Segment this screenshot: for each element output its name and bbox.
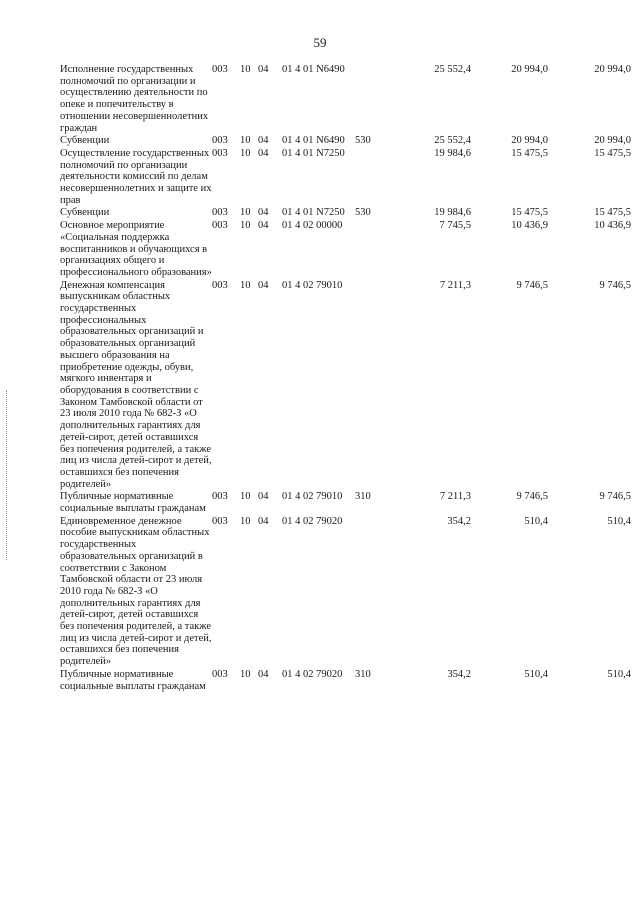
target-article-code: 01 4 02 79020 [282,668,343,680]
section-code: 10 [240,668,251,680]
subsection-code: 04 [258,668,269,680]
subsection-code: 04 [258,515,269,527]
row-name: Денежная компенсация выпускникам областных государственных профессиональных образовательных организаций и образовательных организаций высшего образования на приобретение одежды, обуви, мягкого инвентаря и оборудования в соответствии с Законом Тамбовской области от 23 июля 2010 года № 682-З «О дополнительных гарантиях для детей-сирот, детей оставшихся без попечения родителей, а также лиц из числа детей-сирот и детей, оставшихся без попечения родителей» [60,279,212,490]
amount-year-3: 9 746,5 [599,279,631,291]
amount-year-3: 20 994,0 [594,64,631,75]
amount-year-1: 354,2 [447,515,471,527]
section-code: 10 [240,279,251,291]
row-name: Субвенции [60,135,110,147]
amount-year-1: 7 211,3 [439,491,471,503]
section-code: 10 [240,135,251,147]
amount-year-3: 15 475,5 [594,207,631,219]
table-row [60,516,631,669]
subsection-code: 04 [258,135,269,147]
amount-year-1: 7 745,5 [439,220,471,232]
subsection-code: 04 [258,279,269,291]
target-article-code: 01 4 01 N6490 [282,135,345,147]
expense-type-code [355,148,392,208]
expense-type-code: 530 [355,135,371,147]
subsection-code: 04 [258,64,269,75]
ministry-code: 003 [212,135,228,147]
amount-year-1: 25 552,4 [434,135,471,147]
section-code: 10 [240,491,251,503]
expense-type-code: 310 [355,668,371,680]
ministry-code: 003 [212,515,228,527]
table-row [60,207,631,220]
subsection-code: 04 [258,207,269,219]
table-row [60,280,631,492]
target-article-code: 01 4 01 N7250 [282,147,345,159]
section-code: 10 [240,147,251,159]
amount-year-1: 25 552,4 [434,64,471,75]
row-name: Публичные нормативные социальные выплаты гражданам [60,491,206,515]
amount-year-2: 510,4 [524,515,548,527]
ministry-code: 003 [212,64,228,75]
expense-type-code [355,220,392,280]
amount-year-3: 15 475,5 [594,147,631,159]
amount-year-1: 7 211,3 [439,279,471,291]
amount-year-1: 19 984,6 [434,147,471,159]
subsection-code: 04 [258,220,269,232]
amount-year-1: 19 984,6 [434,207,471,219]
expense-type-code [355,280,392,492]
target-article-code: 01 4 02 00000 [282,220,343,232]
table-row [60,148,631,208]
expense-type-code: 310 [355,491,371,503]
budget-table [60,64,631,693]
ministry-code: 003 [212,491,228,503]
amount-year-3: 10 436,9 [594,220,631,232]
table-row [60,669,631,693]
amount-year-2: 20 994,0 [511,64,548,75]
amount-year-3: 9 746,5 [599,491,631,503]
ministry-code: 003 [212,668,228,680]
expense-type-code [355,64,392,135]
row-name: Публичные нормативные социальные выплаты гражданам [60,668,206,692]
section-code: 10 [240,220,251,232]
target-article-code: 01 4 02 79020 [282,515,343,527]
row-name: Единовременное денежное пособие выпускникам областных государственных образовательных организаций в соответствии с Законом Тамбовской области от 23 июля 2010 года № 682-З «О дополнительных гарантиях для детей-сирот, детей оставшихся без попечения родителей, а также лиц из числа детей-сирот и детей, оставшихся без попечения родителей» [60,515,212,668]
section-code: 10 [240,207,251,219]
section-code: 10 [240,64,251,75]
amount-year-3: 510,4 [607,515,631,527]
ministry-code: 003 [212,279,228,291]
amount-year-2: 15 475,5 [511,207,548,219]
subsection-code: 04 [258,491,269,503]
amount-year-2: 15 475,5 [511,147,548,159]
amount-year-2: 20 994,0 [511,135,548,147]
target-article-code: 01 4 01 N6490 [282,64,345,75]
row-name: Исполнение государственных полномочий по организации и осуществлению деятельности по опеке и попечительству в отношении несовершеннолетних граждан [60,64,209,134]
amount-year-2: 10 436,9 [511,220,548,232]
table-row [60,491,631,515]
amount-year-2: 9 746,5 [516,491,548,503]
budget-table-body [60,64,631,693]
target-article-code: 01 4 02 79010 [282,491,343,503]
row-name: Основное мероприятие «Социальная поддержка воспитанников и обучающихся в организациях общего и профессионального образования» [60,220,212,278]
expense-type-code [355,516,392,669]
target-article-code: 01 4 01 N7250 [282,207,345,219]
section-code: 10 [240,515,251,527]
amount-year-2: 510,4 [524,668,548,680]
subsection-code: 04 [258,147,269,159]
amount-year-1: 354,2 [447,668,471,680]
expense-type-code: 530 [355,207,371,219]
table-row [60,220,631,280]
ministry-code: 003 [212,147,228,159]
table-row [60,64,631,135]
amount-year-3: 20 994,0 [594,135,631,147]
amount-year-3: 510,4 [607,668,631,680]
row-name: Осуществление государственных полномочий по организации деятельности комиссий по делам несовершеннолетних и защите их прав [60,147,212,206]
page-number: 59 [313,35,327,50]
row-name: Субвенции [60,207,110,219]
margin-scan-mark [6,390,9,560]
ministry-code: 003 [212,220,228,232]
target-article-code: 01 4 02 79010 [282,279,343,291]
amount-year-2: 9 746,5 [516,279,548,291]
ministry-code: 003 [212,207,228,219]
table-row [60,135,631,148]
